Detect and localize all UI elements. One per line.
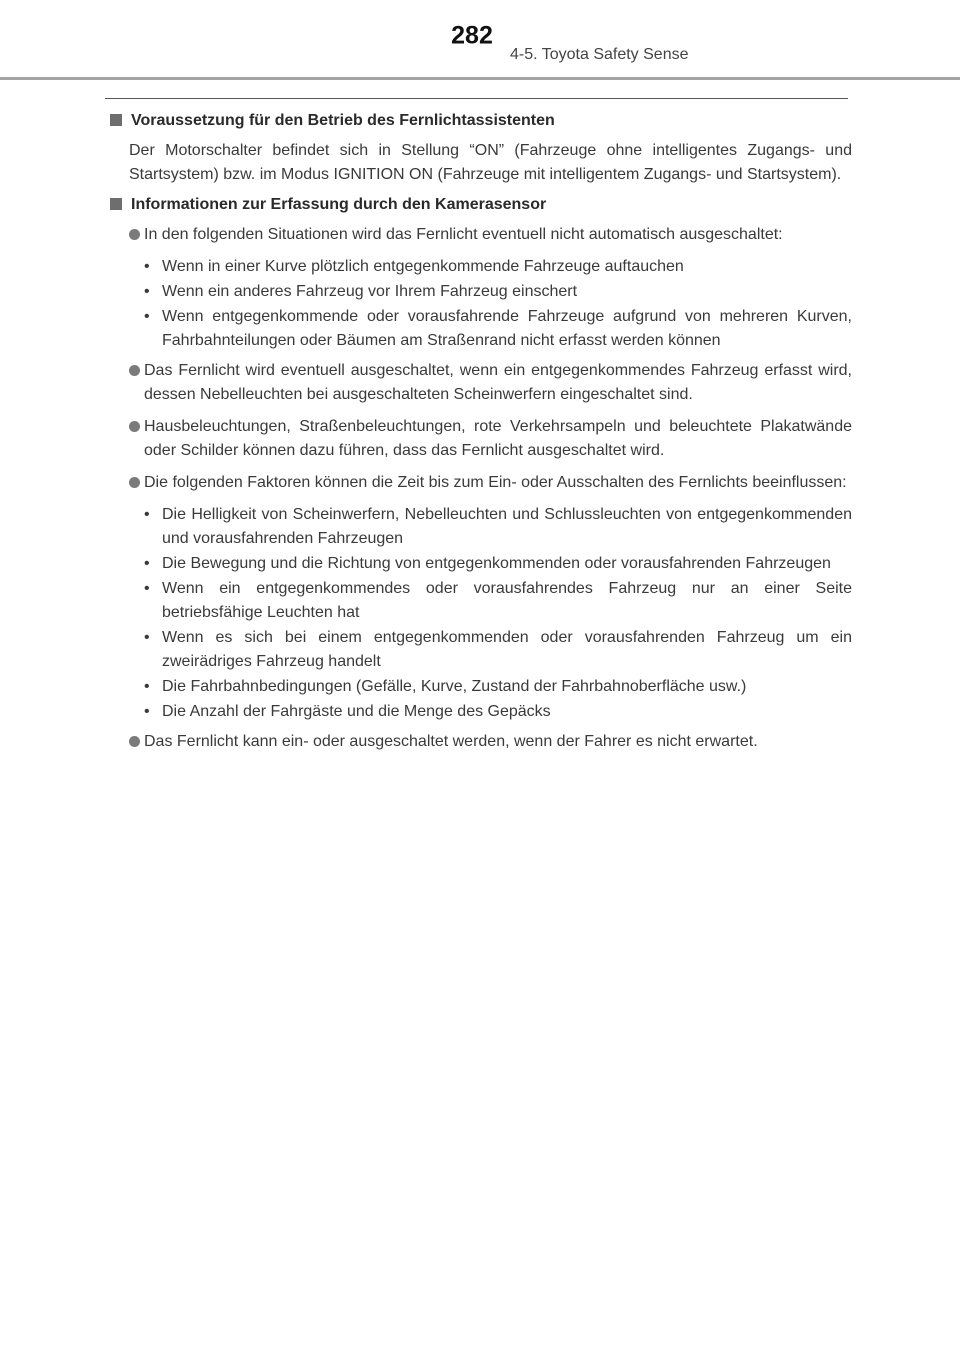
section-paragraph: Der Motorschalter befindet sich in Stellung “ON” (Fahrzeuge ohne intelligentes Zugangs- und Startsystem) bzw. im Modus IGNITION ON (Fahrzeuge mit intelligentem Zugangs- und Startsystem). [129,142,852,183]
circle-list-item [110,223,852,247]
list-item-text: Wenn in einer Kurve plötzlich entgegenkommende Fahrzeuge auftauchen [162,258,684,275]
list-item-text: Wenn ein anderes Fahrzeug vor Ihrem Fahrzeug einschert [162,283,578,300]
list-item: • Wenn ein entgegenkommendes oder vorausfahrendes Fahrzeug nur an einer Seite betriebsfähige Leuchten hat [144,580,852,621]
circle-item-text: Das Fernlicht wird eventuell ausgeschaltet, wenn ein entgegenkommendes Fahrzeug erfasst wird, dessen Nebelleuchten bei ausgeschalteten Scheinwerfern eingeschaltet sind. [144,362,852,403]
circle-list-item [110,415,852,463]
list-item-text: Die Anzahl der Fahrgäste und die Menge des Gepäcks [162,703,551,720]
list-item: • Die Helligkeit von Scheinwerfern, Nebelleuchten und Schlussleuchten von entgegenkommenden und vorausfahrenden Fahrzeugen [144,506,852,547]
page-number: 282 [451,21,493,50]
circle-bullet-icon [129,477,140,488]
section-heading-text: Voraussetzung für den Betrieb des Fernlichtassistenten [131,112,555,129]
square-bullet-icon [110,114,122,126]
list-item-text: Wenn ein entgegenkommendes oder vorausfahrendes Fahrzeug nur an einer Seite betriebsfähige Leuchten hat [162,580,852,621]
circle-bullet-icon [129,365,140,376]
section-title: 4-5. Toyota Safety Sense [510,46,689,63]
list-item: • Wenn entgegenkommende oder vorausfahrende Fahrzeuge aufgrund von mehreren Kurven, Fahrbahnteilungen oder Bäumen am Straßenrand nicht erfasst werden können [144,308,852,349]
list-item: • Wenn in einer Kurve plötzlich entgegenkommende Fahrzeuge auftauchen [144,258,684,275]
circle-item-text: In den folgenden Situationen wird das Fernlicht eventuell nicht automatisch ausgeschaltet: [144,226,783,243]
bullet-list [110,503,852,724]
list-item: • Die Anzahl der Fahrgäste und die Menge des Gepäcks [144,703,551,720]
content-divider [105,98,848,99]
circle-item-text: Hausbeleuchtungen, Straßenbeleuchtungen, rote Verkehrsampeln und beleuchtete Plakatwände oder Schilder können dazu führen, dass das Fernlicht ausgeschaltet wird. [144,418,852,459]
list-item-text: Die Bewegung und die Richtung von entgegenkommenden oder vorausfahrenden Fahrzeugen [162,555,831,572]
list-item-text: Wenn entgegenkommende oder vorausfahrende Fahrzeuge aufgrund von mehreren Kurven, Fahrbahnteilungen oder Bäumen am Straßenrand nicht erfasst werden können [162,308,852,349]
page-content [110,109,852,762]
header-divider [0,77,960,80]
circle-list-item [110,359,852,407]
circle-list-item [110,730,852,754]
bullet-list [110,255,852,353]
square-bullet-icon [110,198,122,210]
list-item: • Wenn es sich bei einem entgegenkommenden oder vorausfahrenden Fahrzeug um ein zweirädriges Fahrzeug handelt [144,629,852,670]
circle-list-item [110,471,852,495]
section-heading [110,193,852,217]
circle-bullet-icon [129,421,140,432]
list-item: • Die Bewegung und die Richtung von entgegenkommenden oder vorausfahrenden Fahrzeugen [144,555,831,572]
circle-bullet-icon [129,229,140,240]
circle-item-text: Das Fernlicht kann ein- oder ausgeschaltet werden, wenn der Fahrer es nicht erwartet. [144,733,758,750]
circle-item-text: Die folgenden Faktoren können die Zeit bis zum Ein- oder Ausschalten des Fernlichts beeinflussen: [144,474,847,491]
list-item: • Wenn ein anderes Fahrzeug vor Ihrem Fahrzeug einschert [144,283,578,300]
list-item: • Die Fahrbahnbedingungen (Gefälle, Kurve, Zustand der Fahrbahnoberfläche usw.) [144,678,747,695]
section-heading-text: Informationen zur Erfassung durch den Kamerasensor [131,196,547,213]
page-header [0,0,960,80]
list-item-text: Die Fahrbahnbedingungen (Gefälle, Kurve, Zustand der Fahrbahnoberfläche usw.) [162,678,747,695]
list-item-text: Die Helligkeit von Scheinwerfern, Nebelleuchten und Schlussleuchten von entgegenkommenden und vorausfahrenden Fahrzeugen [162,506,852,547]
section-heading [110,109,852,133]
list-item-text: Wenn es sich bei einem entgegenkommenden oder vorausfahrenden Fahrzeug um ein zweirädriges Fahrzeug handelt [162,629,852,670]
circle-bullet-icon [129,736,140,747]
